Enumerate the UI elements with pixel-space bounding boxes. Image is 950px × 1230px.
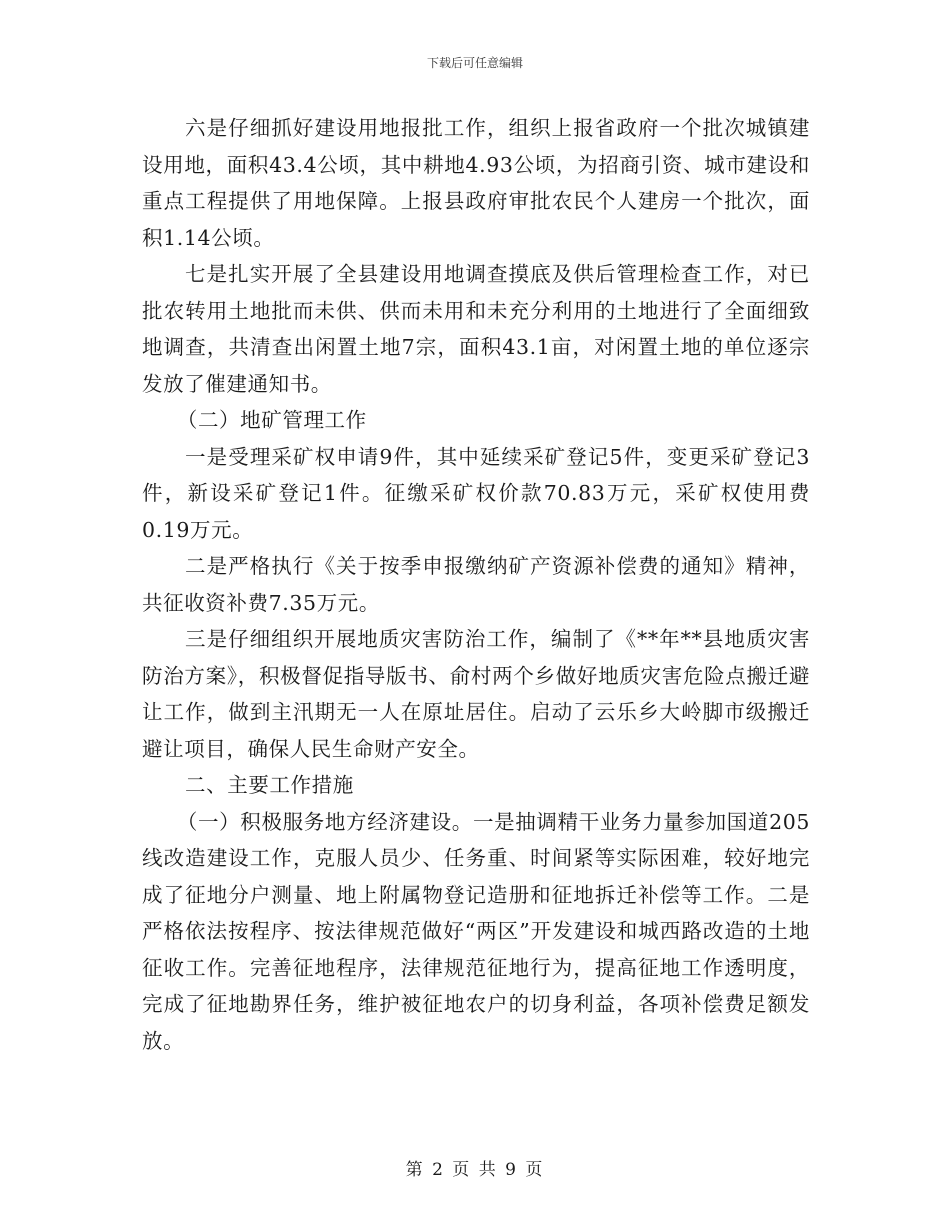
section-heading-mining: （二）地矿管理工作: [176, 408, 367, 432]
section-heading-measures: 二、主要工作措施: [185, 773, 354, 797]
paragraph-land-survey: 七是扎实开展了全县建设用地调查摸底及供后管理检查工作，对已批农转用土地批而未供、供而未用和未充分利用的土地进行了全面细致地调查，共清查出闲置土地7宗，面积43.1亩，对闲置土地的单位逐宗发放了催建通知书。: [142, 262, 810, 396]
paragraph-economic-service: （一）积极服务地方经济建设。一是抽调精干业务力量参加国道205线改造建设工作，克服人员少、任务重、时间紧等实际困难，较好地完成了征地分户测量、地上附属物登记造册和征地拆迁补偿等工作。二是严格依法按程序、按法律规范做好“两区”开发建设和城西路改造的土地征收工作。完善征地程序，法律规范征地行为，提高征地工作透明度，完成了征地勘界任务，维护被征地农户的切身利益，各项补偿费足额发放。: [142, 809, 810, 1053]
page-number: 第 2 页 共 9 页: [405, 1160, 545, 1180]
paragraph-disaster-prevention: 三是仔细组织开展地质灾害防治工作，编制了《**年**县地质灾害防治方案》，积极督促指导版书、俞村两个乡做好地质灾害危险点搬迁避让工作，做到主汛期无一人在原址居住。启动了云乐乡大岭脚市级搬迁避让项目，确保人民生命财产安全。: [142, 627, 810, 761]
document-body: [142, 110, 810, 1059]
paragraph-mining-rights: 一是受理采矿权申请9件，其中延续采矿登记5件，变更采矿登记3件，新设采矿登记1件。征缴采矿权价款70.83万元，采矿权使用费0.19万元。: [142, 444, 810, 542]
header-note: 下载后可任意编辑: [426, 56, 523, 70]
paragraph-land-approval: 六是仔细抓好建设用地报批工作，组织上报省政府一个批次城镇建设用地，面积43.4公顷，其中耕地4.93公顷，为招商引资、城市建设和重点工程提供了用地保障。上报县政府审批农民个人建房一个批次，面积1.14公顷。: [142, 116, 810, 250]
paragraph-compensation-fee: 二是严格执行《关于按季申报缴纳矿产资源补偿费的通知》精神，共征收资补费7.35万元。: [142, 554, 810, 615]
